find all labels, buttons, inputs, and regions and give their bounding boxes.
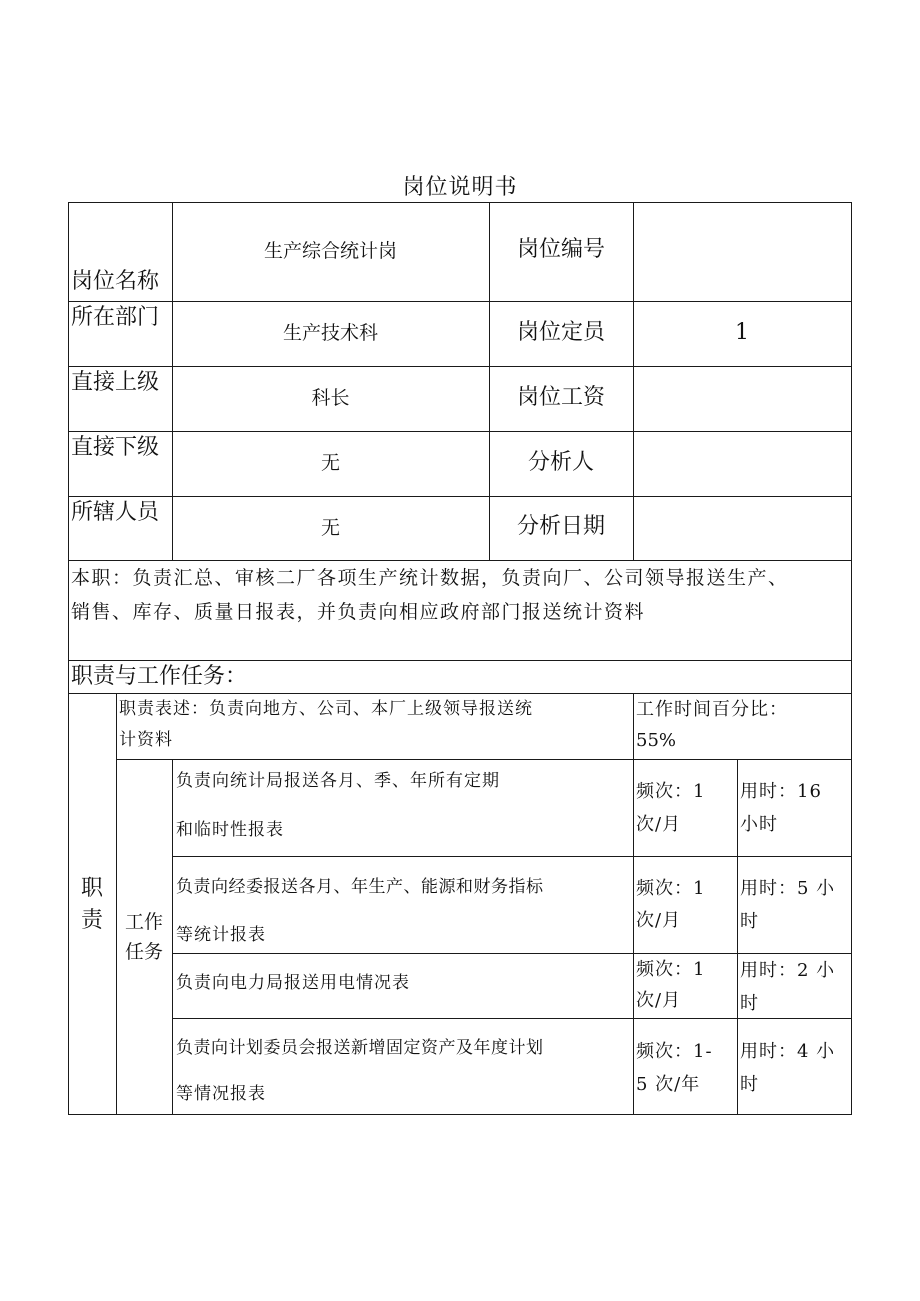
- task-side-label-1: 工作: [124, 911, 163, 933]
- task-4-duration-unit: 时: [740, 1074, 759, 1095]
- row-divider: [68, 560, 852, 561]
- staffing-label: 岗位定员: [516, 320, 605, 345]
- subordinate-label: 直接下级: [71, 435, 160, 460]
- task-1-frequency: 频次：1: [636, 781, 706, 802]
- task-2-line-1: 负责向经委报送各月、年生产、能源和财务指标: [176, 877, 544, 897]
- staff-value: 无: [320, 517, 340, 539]
- task-4-line-1: 负责向计划委员会报送新增固定资产及年度计划: [176, 1038, 544, 1058]
- post-no-label: 岗位编号: [516, 237, 605, 262]
- task-2-duration-unit: 时: [740, 911, 759, 932]
- row-divider: [68, 660, 852, 661]
- row-divider: [68, 301, 852, 302]
- analyst-label: 分析人: [527, 450, 594, 475]
- task-3-frequency-unit: 次/月: [636, 990, 682, 1011]
- duty-description-line-2: 计资料: [119, 730, 173, 750]
- table-border-bottom: [68, 1114, 852, 1115]
- task-4-frequency-unit: 5 次/年: [636, 1074, 701, 1095]
- document-title: 岗位说明书: [402, 175, 518, 200]
- analysis-date-label: 分析日期: [516, 514, 605, 539]
- time-percentage-value: 55%: [636, 730, 677, 751]
- task-3-line-1: 负责向电力局报送用电情况表: [176, 973, 410, 993]
- row-divider: [68, 496, 852, 497]
- post-name-label: 岗位名称: [71, 269, 160, 294]
- task-side-label-2: 任务: [124, 941, 163, 963]
- duty-side-label-2: 责: [80, 908, 103, 933]
- col-divider: [633, 202, 634, 560]
- superior-label: 直接上级: [71, 370, 160, 395]
- row-divider: [68, 693, 852, 694]
- dept-value: 生产技术科: [282, 322, 378, 344]
- task-3-duration-unit: 时: [740, 993, 759, 1014]
- task-1-frequency-unit: 次/月: [636, 814, 682, 835]
- table-border-top: [68, 202, 852, 203]
- col-divider: [633, 693, 634, 1114]
- post-name-value: 生产综合统计岗: [263, 240, 397, 262]
- staff-label: 所辖人员: [71, 500, 160, 525]
- row-divider: [68, 431, 852, 432]
- salary-label: 岗位工资: [516, 385, 605, 410]
- task-3-frequency: 频次：1: [636, 959, 706, 980]
- main-duty-line-1: 本职：负责汇总、审核二厂各项生产统计数据，负责向厂、公司领导报送生产、: [71, 567, 789, 589]
- time-percentage-label: 工作时间百分比：: [636, 699, 788, 720]
- job-description-table: [68, 202, 852, 1115]
- col-divider: [172, 759, 173, 1114]
- task-1-duration-unit: 小时: [740, 814, 778, 835]
- duties-header: 职责与工作任务：: [71, 664, 248, 689]
- row-divider: [172, 953, 852, 954]
- col-divider: [737, 759, 738, 1114]
- task-3-duration: 用时：2 小: [740, 960, 836, 981]
- superior-value: 科长: [311, 387, 350, 409]
- table-border-right: [851, 202, 852, 1115]
- row-divider: [172, 1018, 852, 1019]
- task-2-line-2: 等统计报表: [176, 925, 266, 945]
- main-duty-line-2: 销售、库存、质量日报表，并负责向相应政府部门报送统计资料: [71, 601, 646, 623]
- task-4-duration: 用时：4 小: [740, 1041, 836, 1062]
- col-divider: [116, 693, 117, 1114]
- task-1-line-2: 和临时性报表: [176, 820, 284, 840]
- task-1-line-1: 负责向统计局报送各月、季、年所有定期: [176, 771, 500, 791]
- task-2-frequency: 频次：1: [636, 878, 706, 899]
- task-2-frequency-unit: 次/月: [636, 910, 682, 931]
- task-4-frequency: 频次：1-: [636, 1041, 713, 1062]
- subordinate-value: 无: [320, 452, 340, 474]
- duty-description-line-1: 职责表述：负责向地方、公司、本厂上级领导报送统: [119, 699, 533, 719]
- dept-label: 所在部门: [71, 305, 160, 330]
- task-2-duration: 用时：5 小: [740, 878, 836, 899]
- staffing-value: 1: [735, 320, 749, 345]
- task-1-duration: 用时：16: [740, 781, 822, 802]
- table-border-left: [68, 202, 69, 1115]
- row-divider: [116, 759, 852, 760]
- duty-side-label-1: 职: [80, 876, 103, 901]
- row-divider: [68, 366, 852, 367]
- row-divider: [172, 856, 852, 857]
- task-4-line-2: 等情况报表: [176, 1084, 266, 1104]
